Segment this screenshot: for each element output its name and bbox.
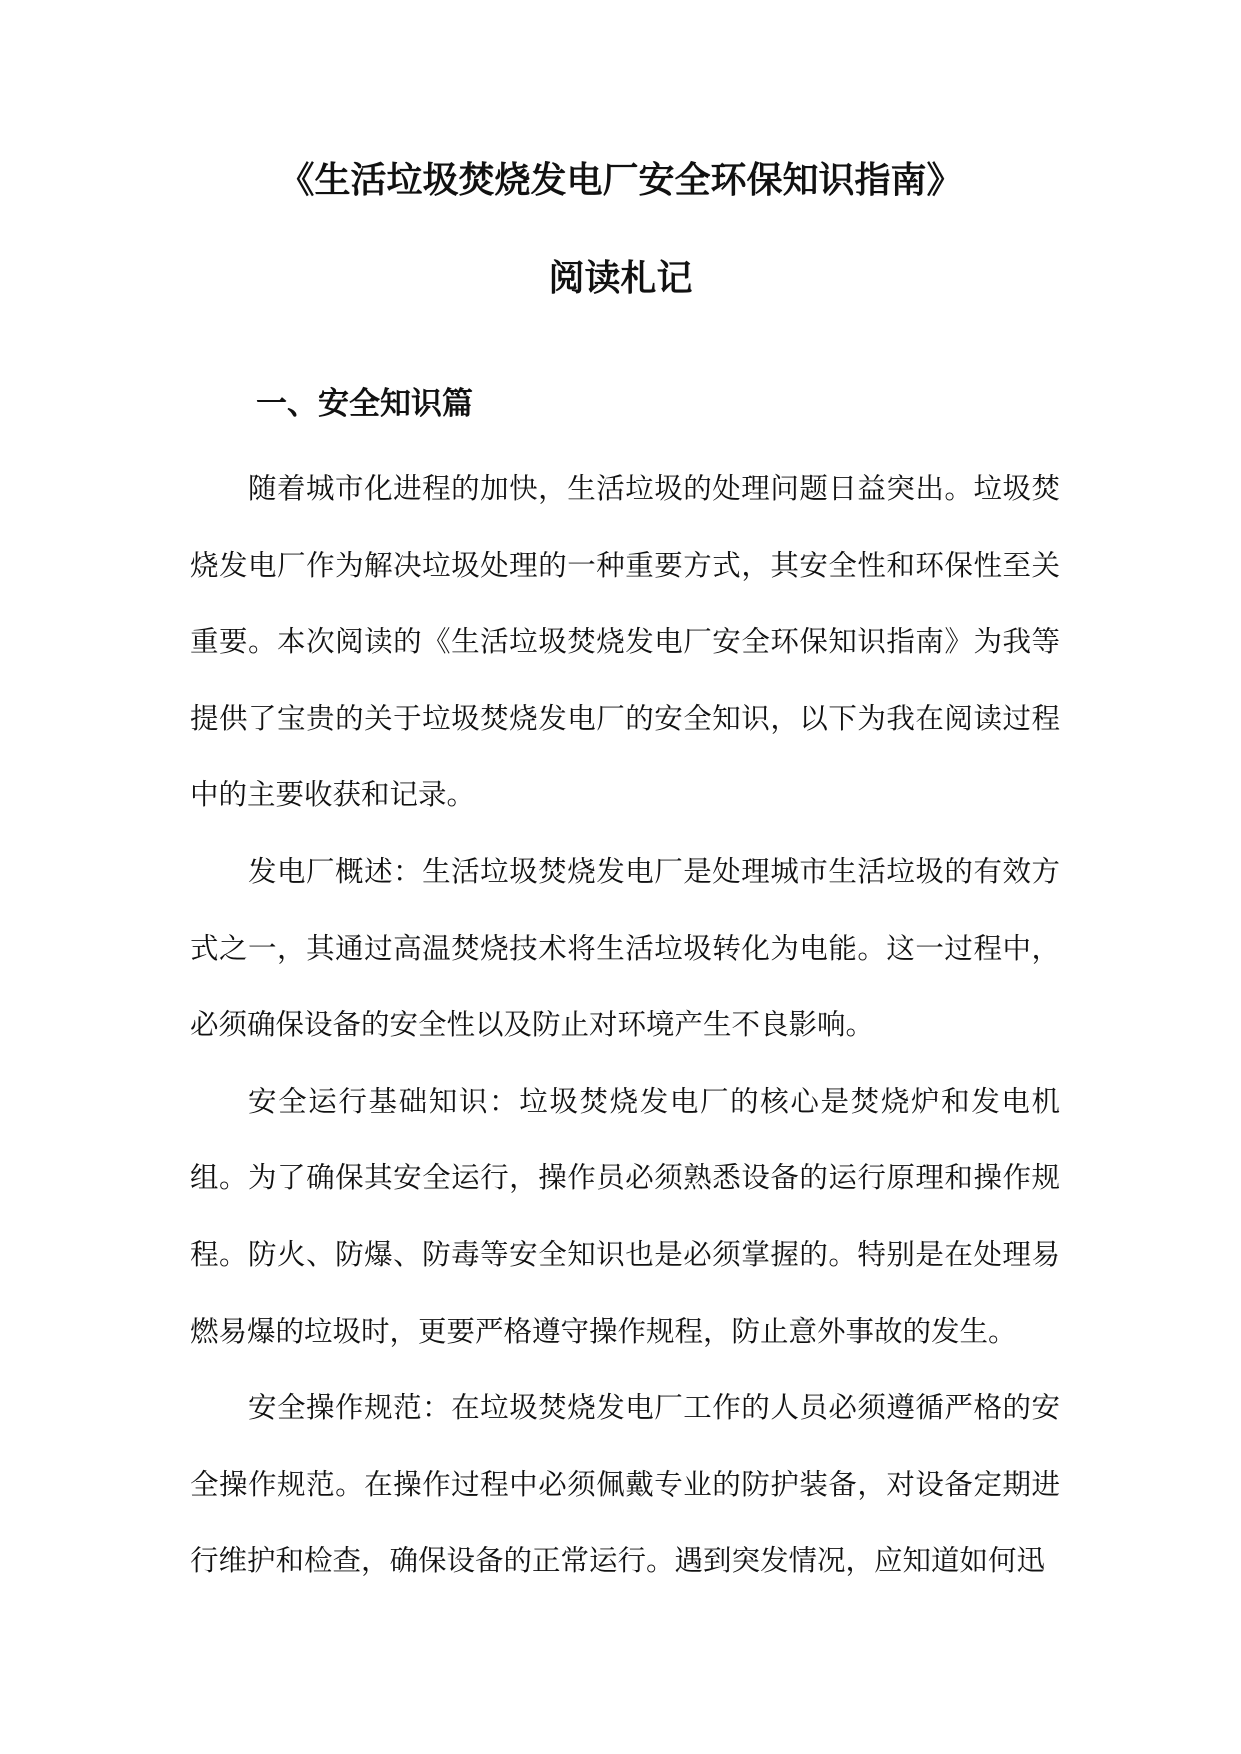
paragraph: 随着城市化进程的加快，生活垃圾的处理问题日益突出。垃圾焚烧发电厂作为解决垃圾处理的一种重要方式，其安全性和环保性至关重要。本次阅读的《生活垃圾焚烧发电厂安全环保知识指南》为我等提供了宝贵的关于垃圾焚烧发电厂的安全知识，以下为我在阅读过程中的主要收获和记录。 [190,472,1060,812]
document-title: 《生活垃圾焚烧发电厂安全环保知识指南》 [278,160,963,201]
section-heading: 一、安全知识篇 [256,386,473,422]
document-subtitle: 阅读札记 [548,258,693,299]
body-text [190,451,1060,1600]
paragraph: 安全运行基础知识：垃圾焚烧发电厂的核心是焚烧炉和发电机组。为了确保其安全运行，操作员必须熟悉设备的运行原理和操作规程。防火、防爆、防毒等安全知识也是必须掌握的。特别是在处理易燃易爆的垃圾时，更要严格遵守操作规程，防止意外事故的发生。 [190,1084,1060,1348]
paragraph: 安全操作规范：在垃圾焚烧发电厂工作的人员必须遵循严格的安全操作规范。在操作过程中必须佩戴专业的防护装备，对设备定期进行维护和检查，确保设备的正常运行。遇到突发情况，应知道如何迅 [190,1391,1060,1578]
paragraph: 发电厂概述：生活垃圾焚烧发电厂是处理城市生活垃圾的有效方式之一，其通过高温焚烧技术将生活垃圾转化为电能。这一过程中，必须确保设备的安全性以及防止对环境产生不良影响。 [190,854,1060,1042]
